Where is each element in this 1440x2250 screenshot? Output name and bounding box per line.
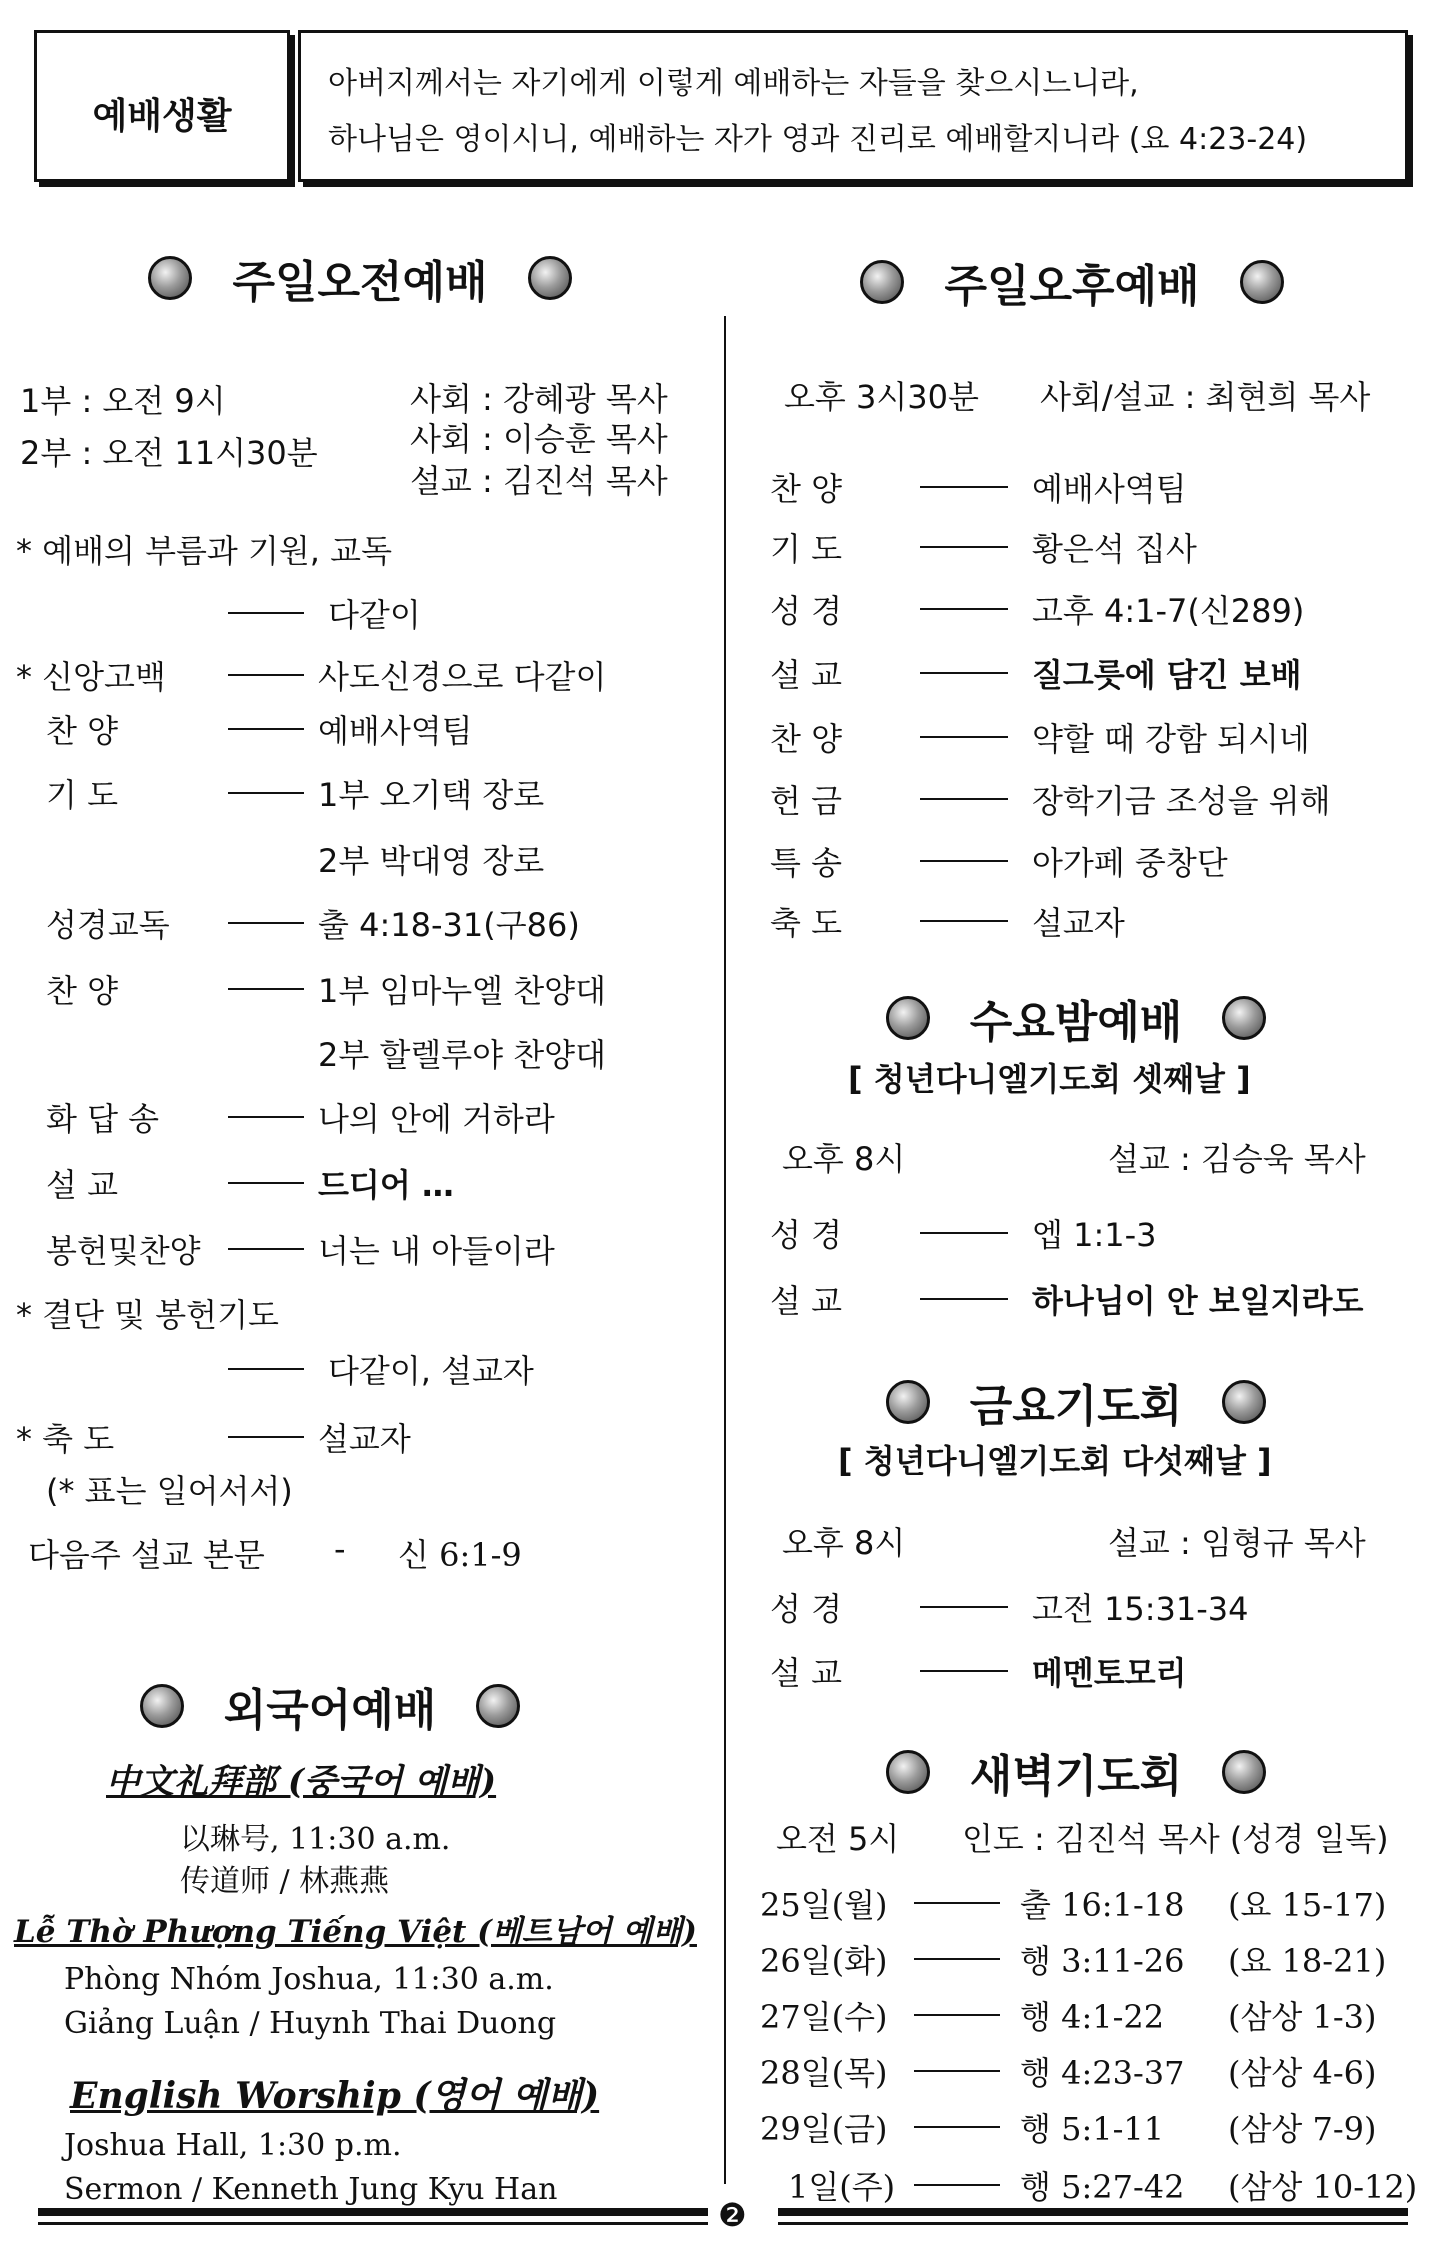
footer-rule-right-thin (778, 2222, 1408, 2225)
bullet-ball-icon (476, 1684, 520, 1728)
order-label: 찬 양 (46, 972, 118, 1010)
order-value: 약할 때 강함 되시네 (1032, 720, 1310, 758)
leader-2: 사회 : 이승훈 목사 (410, 420, 668, 458)
bullet-ball-icon (1222, 996, 1266, 1040)
leader-dash (914, 2070, 1000, 2072)
order-label: 성 경 (770, 1590, 842, 1628)
morning-title-block (140, 246, 580, 310)
friday-preacher: 설교 : 임형규 목사 (1108, 1524, 1366, 1562)
leader-dash (920, 1232, 1008, 1234)
dawn-passage: 행 5:1-11 (1020, 2110, 1165, 2148)
wednesday-title: 수요밤예배 (969, 997, 1183, 1048)
leader-dash (920, 608, 1008, 610)
dawn-passage: 행 4:1-22 (1020, 1998, 1165, 2036)
english-service-title: English Worship (영어 예배) (70, 2075, 600, 2117)
leader-dash (228, 1116, 304, 1118)
chinese-service-title: 中文礼拜部 (중국어 예배) (106, 1762, 497, 1802)
friday-subtitle: [ 청년다니엘기도회 다섯째날 ] (838, 1442, 1272, 1480)
vietnamese-service-place: Phòng Nhóm Joshua, 11:30 a.m. (64, 1962, 554, 1997)
dawn-reading: (요 15-17) (1228, 1886, 1387, 1924)
leader-dash (228, 792, 304, 794)
order-label: 기 도 (46, 776, 118, 814)
order-label: * 예배의 부름과 기원, 교독 (16, 532, 392, 570)
afternoon-title-block (852, 250, 1292, 314)
foreign-title-block (100, 1674, 560, 1738)
dawn-day: 28일(목) (760, 2054, 888, 2092)
order-label: 찬 양 (770, 720, 842, 758)
dawn-leader: 인도 : 김진석 목사 (성경 일독) (962, 1820, 1389, 1858)
dawn-reading: (삼상 4-6) (1228, 2054, 1377, 2092)
dawn-reading: (삼상 1-3) (1228, 1998, 1377, 2036)
leader-dash (228, 922, 304, 924)
next-week-label: 다음주 설교 본문 (28, 1536, 265, 1574)
order-value: 설교자 (318, 1420, 411, 1458)
leader-dash (914, 2184, 1000, 2186)
vietnamese-service-preacher: Giảng Luận / Huynh Thai Duong (64, 2006, 557, 2041)
leader-dash (920, 546, 1008, 548)
order-value: 1부 오기택 장로 (318, 776, 545, 814)
order-value: 너는 내 아들이라 (318, 1232, 555, 1270)
bullet-ball-icon (528, 256, 572, 300)
bullet-ball-icon (1222, 1380, 1266, 1424)
leader-dash (920, 672, 1008, 674)
leader-dash (920, 1606, 1008, 1608)
footer-rule-left-thin (38, 2222, 708, 2225)
order-value: 2부 할렐루야 찬양대 (318, 1036, 606, 1074)
wednesday-title-block (856, 986, 1296, 1050)
bullet-ball-icon (886, 1380, 930, 1424)
wednesday-subtitle: [ 청년다니엘기도회 셋째날 ] (848, 1060, 1251, 1098)
next-week-passage: 신 6:1-9 (398, 1536, 522, 1574)
order-label: 성 경 (770, 592, 842, 630)
order-label: 축 도 (770, 904, 842, 942)
dawn-day: 29일(금) (760, 2110, 888, 2148)
morning-title: 주일오전예배 (232, 257, 488, 308)
afternoon-leader: 사회/설교 : 최현희 목사 (1040, 378, 1371, 416)
preacher: 설교 : 김진석 목사 (410, 462, 668, 500)
dawn-title-block (856, 1740, 1296, 1804)
next-week-dash: - (334, 1530, 346, 1568)
leader-dash (920, 1298, 1008, 1300)
leader-dash (914, 2014, 1000, 2016)
leader-dash (914, 1902, 1000, 1904)
order-value: 다같이 (328, 596, 421, 634)
order-label: 성 경 (770, 1216, 842, 1254)
order-value: 장학기금 조성을 위해 (1032, 782, 1331, 820)
order-label: 설 교 (770, 1282, 842, 1320)
dawn-reading: (삼상 7-9) (1228, 2110, 1377, 2148)
english-service-preacher: Sermon / Kenneth Jung Kyu Han (64, 2172, 558, 2207)
vietnamese-service-title: Lễ Thờ Phượng Tiếng Việt (베트남어 예배) (14, 1914, 697, 1950)
order-value: 설교자 (1032, 904, 1125, 942)
verse-line-1: 아버지께서는 자기에게 이렇게 예배하는 자들을 찾으시느니라, (328, 66, 1139, 101)
chinese-service-place: 以琳号, 11:30 a.m. (180, 1822, 451, 1857)
service-2-time: 2부 : 오전 11시30분 (20, 434, 318, 472)
leader-1: 사회 : 강혜광 목사 (410, 380, 668, 418)
english-service-place: Joshua Hall, 1:30 p.m. (64, 2128, 402, 2163)
column-divider (724, 316, 726, 2184)
bullet-ball-icon (148, 256, 192, 300)
order-label: * 축 도 (16, 1420, 115, 1458)
order-label: 특 송 (770, 844, 842, 882)
friday-time: 오후 8시 (782, 1524, 906, 1562)
leader-dash (914, 1958, 1000, 1960)
order-value: 고후 4:1-7(신289) (1032, 592, 1305, 630)
footer-rule-right (778, 2208, 1408, 2216)
wednesday-preacher: 설교 : 김승욱 목사 (1108, 1140, 1366, 1178)
order-label: 봉헌및찬양 (46, 1232, 201, 1270)
standing-note: (* 표는 일어서서) (46, 1472, 293, 1510)
order-value: 황은석 집사 (1032, 530, 1197, 568)
leader-dash (920, 736, 1008, 738)
leader-dash (228, 1182, 304, 1184)
dawn-day: 27일(수) (760, 1998, 888, 2036)
verse-box (298, 30, 1408, 182)
order-value: 아가페 중창단 (1032, 844, 1228, 882)
order-label: * 신앙고백 (16, 658, 166, 696)
foreign-title: 외국어예배 (223, 1685, 437, 1736)
leader-dash (920, 860, 1008, 862)
bullet-ball-icon (886, 996, 930, 1040)
bullet-ball-icon (886, 1750, 930, 1794)
leader-dash (920, 798, 1008, 800)
dawn-day: 1일(주) (788, 2168, 896, 2206)
leader-dash (228, 1248, 304, 1250)
leader-dash (920, 486, 1008, 488)
order-value: 2부 박대영 장로 (318, 842, 545, 880)
order-label: 화 답 송 (46, 1100, 160, 1138)
leader-dash (914, 2126, 1000, 2128)
dawn-reading: (삼상 10-12) (1228, 2168, 1418, 2206)
dawn-passage: 출 16:1-18 (1020, 1886, 1185, 1924)
order-value: 사도신경으로 다같이 (318, 658, 607, 696)
service-1-time: 1부 : 오전 9시 (20, 382, 226, 420)
order-value: 질그릇에 담긴 보배 (1032, 656, 1302, 694)
order-value: 고전 15:31-34 (1032, 1590, 1249, 1628)
leader-dash (228, 1368, 304, 1370)
order-value: 드디어 … (318, 1166, 454, 1204)
order-label: 설 교 (46, 1166, 118, 1204)
order-label: 설 교 (770, 1654, 842, 1692)
leader-dash (228, 674, 304, 676)
dawn-passage: 행 3:11-26 (1020, 1942, 1185, 1980)
order-label: 성경교독 (46, 906, 170, 944)
order-value: 출 4:18-31(구86) (318, 906, 580, 944)
dawn-title: 새벽기도회 (969, 1751, 1183, 1802)
bullet-ball-icon (1222, 1750, 1266, 1794)
afternoon-title: 주일오후예배 (944, 261, 1200, 312)
chinese-service-pastor: 传道师 / 林燕燕 (180, 1864, 390, 1899)
leader-dash (228, 988, 304, 990)
order-label: 설 교 (770, 656, 842, 694)
order-label: 기 도 (770, 530, 842, 568)
wednesday-time: 오후 8시 (782, 1140, 906, 1178)
afternoon-time: 오후 3시30분 (784, 378, 979, 416)
order-value: 다같이, 설교자 (328, 1352, 534, 1390)
leader-dash (228, 612, 304, 614)
bullet-ball-icon (1240, 260, 1284, 304)
leader-dash (228, 728, 304, 730)
order-value: 예배사역팀 (318, 712, 473, 750)
dawn-passage: 행 4:23-37 (1020, 2054, 1185, 2092)
order-value: 메멘토모리 (1032, 1654, 1187, 1692)
order-value: 하나님이 안 보일지라도 (1032, 1282, 1364, 1320)
order-label: * 결단 및 봉헌기도 (16, 1296, 279, 1334)
footer-rule-left (38, 2208, 708, 2216)
order-value: 예배사역팀 (1032, 470, 1187, 508)
friday-title-block (856, 1370, 1296, 1434)
dawn-day: 26일(화) (760, 1942, 888, 1980)
bullet-ball-icon (860, 260, 904, 304)
order-label: 찬 양 (770, 470, 842, 508)
bullet-ball-icon (140, 1684, 184, 1728)
order-label: 헌 금 (770, 782, 842, 820)
order-value: 나의 안에 거하라 (318, 1100, 555, 1138)
section-label: 예배생활 (92, 96, 232, 137)
order-value: 엡 1:1-3 (1032, 1216, 1157, 1254)
dawn-reading: (요 18-21) (1228, 1942, 1387, 1980)
leader-dash (920, 920, 1008, 922)
dawn-time: 오전 5시 (776, 1820, 900, 1858)
dawn-passage: 행 5:27-42 (1020, 2168, 1185, 2206)
order-value: 1부 임마누엘 찬양대 (318, 972, 606, 1010)
page-number: ❷ (718, 2196, 747, 2234)
friday-title: 금요기도회 (969, 1381, 1183, 1432)
leader-dash (228, 1436, 304, 1438)
leader-dash (920, 1670, 1008, 1672)
verse-line-2: 하나님은 영이시니, 예배하는 자가 영과 진리로 예배할지니라 (요 4:23-24) (328, 122, 1308, 157)
order-label: 찬 양 (46, 712, 118, 750)
dawn-day: 25일(월) (760, 1886, 888, 1924)
